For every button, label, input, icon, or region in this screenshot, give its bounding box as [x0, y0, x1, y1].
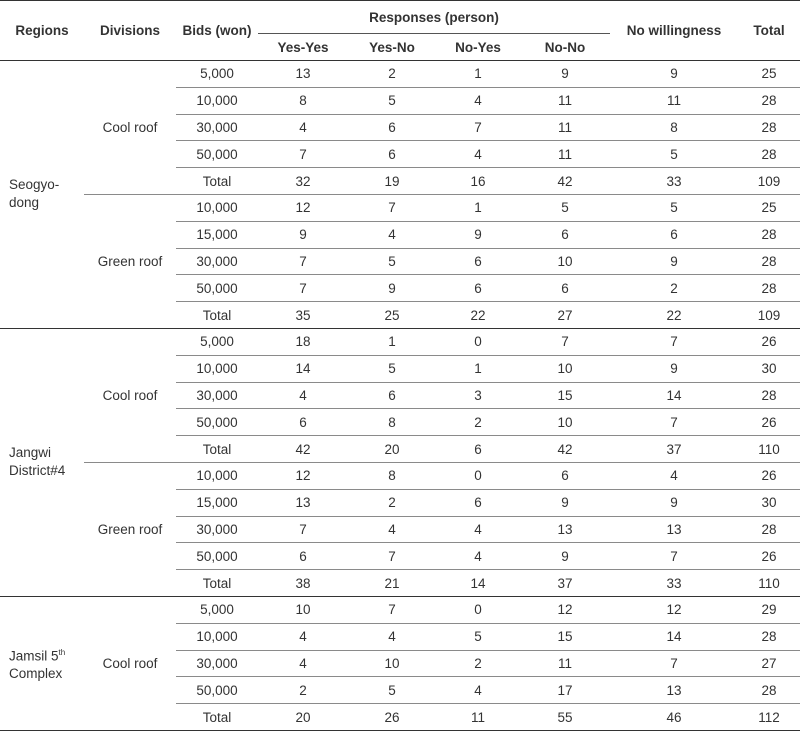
total-cell: 28 — [738, 275, 800, 302]
no-willingness-cell: 8 — [610, 114, 738, 141]
total-cell: 25 — [738, 194, 800, 221]
no-no-cell: 7 — [520, 328, 610, 355]
no-willingness-cell: 2 — [610, 275, 738, 302]
yes-yes-cell: 14 — [258, 355, 348, 382]
no-willingness-cell: 9 — [610, 355, 738, 382]
yes-yes-cell: 35 — [258, 302, 348, 329]
no-no-cell: 5 — [520, 194, 610, 221]
header-total: Total — [738, 1, 800, 61]
yes-no-cell: 5 — [348, 677, 436, 704]
bid-cell: 10,000 — [176, 623, 258, 650]
region-name-line2: Complex — [9, 666, 63, 682]
header-no-willingness: No willingness — [610, 1, 738, 61]
yes-yes-cell: 13 — [258, 489, 348, 516]
yes-no-cell: 8 — [348, 462, 436, 489]
no-no-cell: 11 — [520, 87, 610, 114]
yes-no-cell: 25 — [348, 302, 436, 329]
bid-cell: 15,000 — [176, 221, 258, 248]
no-no-cell: 11 — [520, 650, 610, 677]
no-willingness-cell: 46 — [610, 704, 738, 731]
division-name: Green roof — [84, 194, 176, 328]
yes-no-cell: 4 — [348, 516, 436, 543]
yes-no-cell: 7 — [348, 194, 436, 221]
yes-no-cell: 4 — [348, 221, 436, 248]
no-yes-cell: 4 — [436, 543, 520, 570]
region-name — [0, 61, 84, 329]
yes-no-cell: 19 — [348, 168, 436, 195]
no-yes-cell: 4 — [436, 141, 520, 168]
bid-cell: Total — [176, 570, 258, 597]
yes-yes-cell: 6 — [258, 543, 348, 570]
yes-yes-cell: 12 — [258, 462, 348, 489]
division-name: Cool roof — [84, 61, 176, 195]
bid-cell: Total — [176, 704, 258, 731]
no-no-cell: 12 — [520, 596, 610, 623]
header-no-no: No-No — [520, 34, 610, 61]
yes-yes-cell: 20 — [258, 704, 348, 731]
yes-yes-cell: 7 — [258, 141, 348, 168]
bid-cell: 10,000 — [176, 355, 258, 382]
no-yes-cell: 4 — [436, 87, 520, 114]
total-cell: 26 — [738, 462, 800, 489]
total-cell: 29 — [738, 596, 800, 623]
total-cell: 28 — [738, 248, 800, 275]
no-willingness-cell: 7 — [610, 328, 738, 355]
total-cell: 28 — [738, 141, 800, 168]
no-yes-cell: 1 — [436, 355, 520, 382]
total-cell: 28 — [738, 677, 800, 704]
division-name: Green roof — [84, 462, 176, 596]
yes-yes-cell: 4 — [258, 650, 348, 677]
yes-yes-cell: 7 — [258, 275, 348, 302]
bid-cell: 50,000 — [176, 141, 258, 168]
region-name — [0, 328, 84, 596]
no-no-cell: 6 — [520, 221, 610, 248]
yes-yes-cell: 4 — [258, 114, 348, 141]
yes-no-cell: 6 — [348, 114, 436, 141]
no-yes-cell: 6 — [436, 275, 520, 302]
yes-no-cell: 8 — [348, 409, 436, 436]
yes-no-cell: 9 — [348, 275, 436, 302]
no-no-cell: 42 — [520, 168, 610, 195]
bid-cell: 5,000 — [176, 328, 258, 355]
bid-cell: 15,000 — [176, 489, 258, 516]
yes-yes-cell: 10 — [258, 596, 348, 623]
total-cell: 28 — [738, 382, 800, 409]
no-willingness-cell: 14 — [610, 623, 738, 650]
no-no-cell: 27 — [520, 302, 610, 329]
no-willingness-cell: 4 — [610, 462, 738, 489]
header-no-yes: No-Yes — [436, 34, 520, 61]
bid-cell: 30,000 — [176, 382, 258, 409]
yes-yes-cell: 4 — [258, 382, 348, 409]
no-willingness-cell: 11 — [610, 87, 738, 114]
bid-cell: Total — [176, 302, 258, 329]
table-row — [0, 194, 800, 221]
no-no-cell: 17 — [520, 677, 610, 704]
no-willingness-cell: 12 — [610, 596, 738, 623]
table-row — [0, 328, 800, 355]
total-cell: 28 — [738, 516, 800, 543]
header-bids: Bids (won) — [176, 1, 258, 61]
total-cell: 25 — [738, 61, 800, 88]
region-name — [0, 596, 84, 730]
no-yes-cell: 0 — [436, 328, 520, 355]
no-no-cell: 10 — [520, 248, 610, 275]
bid-cell: 5,000 — [176, 61, 258, 88]
division-name: Cool roof — [84, 596, 176, 730]
bid-cell: 30,000 — [176, 114, 258, 141]
no-no-cell: 42 — [520, 436, 610, 463]
region-name-line1: Seogyo- — [9, 177, 60, 193]
yes-no-cell: 20 — [348, 436, 436, 463]
table-row — [0, 61, 800, 88]
no-yes-cell: 11 — [436, 704, 520, 731]
no-yes-cell: 4 — [436, 516, 520, 543]
no-yes-cell: 7 — [436, 114, 520, 141]
bid-cell: Total — [176, 168, 258, 195]
no-yes-cell: 14 — [436, 570, 520, 597]
total-cell: 110 — [738, 570, 800, 597]
yes-no-cell: 26 — [348, 704, 436, 731]
no-willingness-cell: 37 — [610, 436, 738, 463]
total-cell: 26 — [738, 409, 800, 436]
bid-cell: 30,000 — [176, 248, 258, 275]
no-yes-cell: 0 — [436, 462, 520, 489]
yes-no-cell: 1 — [348, 328, 436, 355]
bid-cell: 10,000 — [176, 194, 258, 221]
no-willingness-cell: 7 — [610, 543, 738, 570]
total-cell: 27 — [738, 650, 800, 677]
yes-no-cell: 5 — [348, 355, 436, 382]
header-yes-yes: Yes-Yes — [258, 34, 348, 61]
total-cell: 26 — [738, 543, 800, 570]
yes-no-cell: 5 — [348, 248, 436, 275]
no-no-cell: 15 — [520, 623, 610, 650]
no-willingness-cell: 9 — [610, 61, 738, 88]
no-no-cell: 9 — [520, 543, 610, 570]
table-row — [0, 462, 800, 489]
no-yes-cell: 0 — [436, 596, 520, 623]
no-no-cell: 9 — [520, 489, 610, 516]
bid-cell: 50,000 — [176, 677, 258, 704]
total-cell: 28 — [738, 221, 800, 248]
header-yes-no: Yes-No — [348, 34, 436, 61]
bid-cell: Total — [176, 436, 258, 463]
no-yes-cell: 6 — [436, 489, 520, 516]
total-cell: 30 — [738, 489, 800, 516]
no-yes-cell: 4 — [436, 677, 520, 704]
yes-yes-cell: 18 — [258, 328, 348, 355]
no-yes-cell: 2 — [436, 650, 520, 677]
no-yes-cell: 1 — [436, 194, 520, 221]
yes-no-cell: 6 — [348, 141, 436, 168]
region-name-line2: dong — [9, 195, 40, 211]
no-no-cell: 15 — [520, 382, 610, 409]
table-body — [0, 61, 800, 731]
bid-cell: 10,000 — [176, 462, 258, 489]
no-willingness-cell: 9 — [610, 248, 738, 275]
region-name-line2: District#4 — [9, 463, 66, 479]
yes-no-cell: 10 — [348, 650, 436, 677]
total-cell: 109 — [738, 302, 800, 329]
no-willingness-cell: 5 — [610, 141, 738, 168]
no-yes-cell: 1 — [436, 61, 520, 88]
no-no-cell: 11 — [520, 114, 610, 141]
no-willingness-cell: 7 — [610, 650, 738, 677]
total-cell: 28 — [738, 623, 800, 650]
no-willingness-cell: 7 — [610, 409, 738, 436]
region-name-superscript: th — [58, 647, 66, 657]
yes-yes-cell: 2 — [258, 677, 348, 704]
no-no-cell: 37 — [520, 570, 610, 597]
no-no-cell: 10 — [520, 355, 610, 382]
no-yes-cell: 6 — [436, 436, 520, 463]
yes-yes-cell: 7 — [258, 516, 348, 543]
yes-no-cell: 5 — [348, 87, 436, 114]
total-cell: 112 — [738, 704, 800, 731]
no-willingness-cell: 5 — [610, 194, 738, 221]
no-willingness-cell: 13 — [610, 516, 738, 543]
region-name-line1: Jangwi — [9, 445, 52, 461]
yes-no-cell: 6 — [348, 382, 436, 409]
no-no-cell: 9 — [520, 61, 610, 88]
yes-yes-cell: 7 — [258, 248, 348, 275]
no-no-cell: 6 — [520, 275, 610, 302]
no-yes-cell: 9 — [436, 221, 520, 248]
no-willingness-cell: 33 — [610, 570, 738, 597]
no-yes-cell: 5 — [436, 623, 520, 650]
bid-cell: 30,000 — [176, 650, 258, 677]
no-no-cell: 11 — [520, 141, 610, 168]
yes-yes-cell: 42 — [258, 436, 348, 463]
no-yes-cell: 16 — [436, 168, 520, 195]
table-row — [0, 596, 800, 623]
total-cell: 110 — [738, 436, 800, 463]
header-divisions: Divisions — [84, 1, 176, 61]
no-yes-cell: 3 — [436, 382, 520, 409]
total-cell: 28 — [738, 114, 800, 141]
bid-cell: 50,000 — [176, 543, 258, 570]
no-no-cell: 13 — [520, 516, 610, 543]
total-cell: 30 — [738, 355, 800, 382]
no-willingness-cell: 14 — [610, 382, 738, 409]
no-yes-cell: 6 — [436, 248, 520, 275]
no-yes-cell: 22 — [436, 302, 520, 329]
region-name-line1: Jamsil 5 — [9, 648, 59, 664]
total-cell: 109 — [738, 168, 800, 195]
yes-yes-cell: 38 — [258, 570, 348, 597]
no-willingness-cell: 13 — [610, 677, 738, 704]
total-cell: 26 — [738, 328, 800, 355]
header-responses: Responses (person) — [258, 1, 610, 34]
bid-cell: 5,000 — [176, 596, 258, 623]
yes-no-cell: 4 — [348, 623, 436, 650]
header-regions: Regions — [0, 1, 84, 61]
no-willingness-cell: 6 — [610, 221, 738, 248]
bid-cell: 30,000 — [176, 516, 258, 543]
yes-no-cell: 7 — [348, 543, 436, 570]
yes-yes-cell: 12 — [258, 194, 348, 221]
no-willingness-cell: 33 — [610, 168, 738, 195]
yes-yes-cell: 9 — [258, 221, 348, 248]
bid-cell: 50,000 — [176, 275, 258, 302]
yes-no-cell: 2 — [348, 61, 436, 88]
division-name: Cool roof — [84, 328, 176, 462]
yes-yes-cell: 8 — [258, 87, 348, 114]
bid-cell: 10,000 — [176, 87, 258, 114]
no-no-cell: 55 — [520, 704, 610, 731]
yes-yes-cell: 32 — [258, 168, 348, 195]
yes-yes-cell: 13 — [258, 61, 348, 88]
yes-yes-cell: 6 — [258, 409, 348, 436]
bid-cell: 50,000 — [176, 409, 258, 436]
no-willingness-cell: 9 — [610, 489, 738, 516]
total-cell: 28 — [738, 87, 800, 114]
yes-no-cell: 7 — [348, 596, 436, 623]
no-willingness-cell: 22 — [610, 302, 738, 329]
yes-no-cell: 2 — [348, 489, 436, 516]
no-no-cell: 6 — [520, 462, 610, 489]
yes-yes-cell: 4 — [258, 623, 348, 650]
no-no-cell: 10 — [520, 409, 610, 436]
yes-no-cell: 21 — [348, 570, 436, 597]
no-yes-cell: 2 — [436, 409, 520, 436]
